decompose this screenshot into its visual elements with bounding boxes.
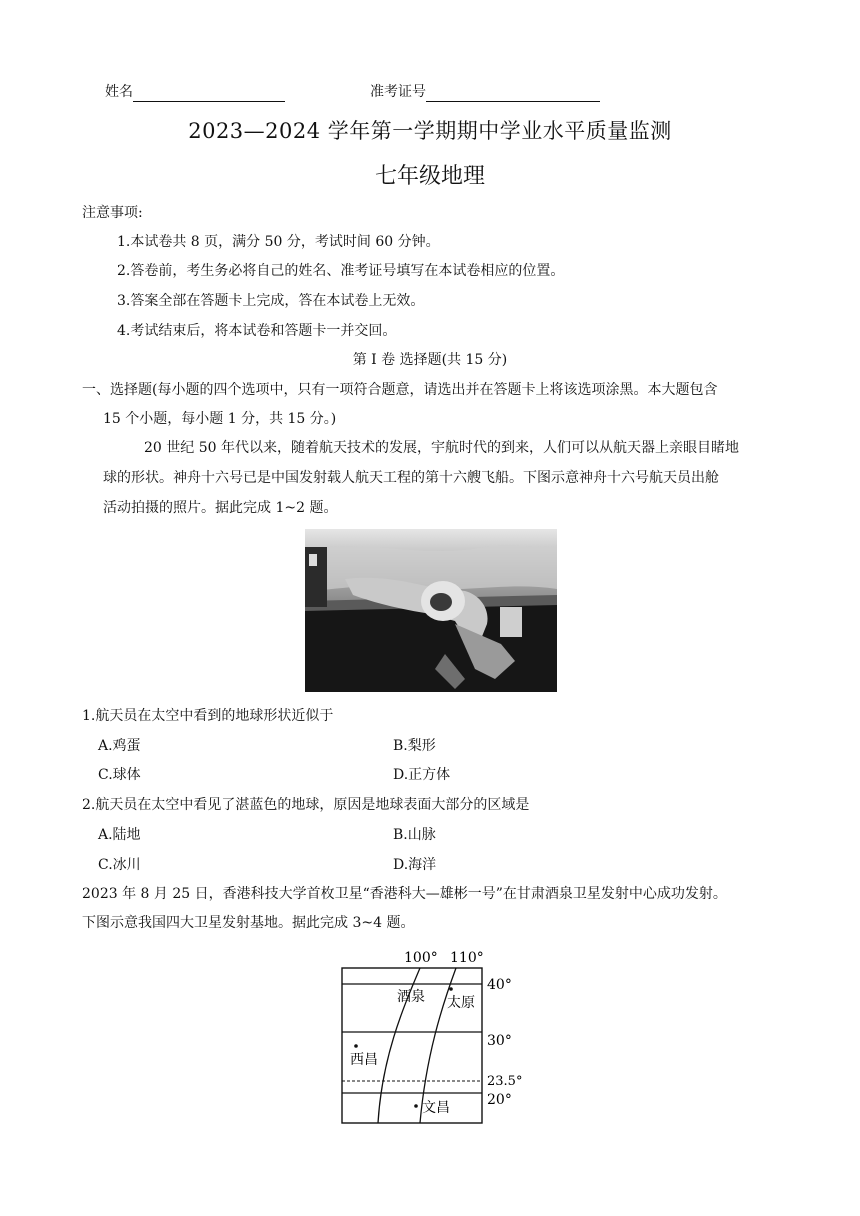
question-2-option-d[interactable]: D.海洋 [393,857,437,873]
section-instruction-cont: 15 个小题，每小题 1 分，共 15 分。) [103,411,337,427]
wenchang-dot [414,1104,418,1108]
question-1-option-b[interactable]: B.梨形 [393,738,436,754]
name-field[interactable] [105,82,285,102]
taiyuan-dot [449,987,453,991]
lon-label-110: 110° [450,950,484,966]
name-blank[interactable] [133,85,285,102]
question-2-option-b[interactable]: B.山脉 [393,827,436,843]
lon-label-100: 100° [404,950,438,966]
note-item: 3.答案全部在答题卡上完成，答在本试卷上无效。 [117,293,425,309]
astronaut-photo-graphic [305,529,557,692]
name-label: 姓名 [105,84,133,100]
lat-label-tropic: 23.5° [487,1074,523,1089]
passage2-line: 2023 年 8 月 25 日，香港科技大学首枚卫星“香港科大—雄彬一号”在甘肃酒泉卫星发射中心成功发射。 [82,886,727,902]
question-1-stem: 1.航天员在太空中看到的地球形状近似于 [82,708,334,724]
launch-sites-map [334,946,534,1131]
page-subtitle: 七年级地理 [374,164,485,189]
notes-heading: 注意事项: [82,205,143,221]
note-item: 4.考试结束后，将本试卷和答题卡一并交回。 [117,323,397,339]
page-title: 2023—2024 学年第一学期期中学业水平质量监测 [188,119,672,143]
question-1-option-d[interactable]: D.正方体 [393,767,451,783]
exam-id-field[interactable] [370,82,600,102]
section-title: 第 I 卷 选择题(共 15 分) [352,352,508,368]
xichang-dot [354,1044,358,1048]
lat-label-20: 20° [487,1092,512,1108]
section-instruction: 一、选择题(每小题的四个选项中，只有一项符合题意，请选出并在答题卡上将该选项涂黑。本大题包含 [82,382,718,398]
question-1-option-c[interactable]: C.球体 [98,767,141,783]
passage2-line: 下图示意我国四大卫星发射基地。据此完成 3~4 题。 [82,915,415,931]
launch-sites-map-graphic [334,946,534,1131]
question-1-option-a[interactable]: A.鸡蛋 [98,738,141,754]
site-label-taiyuan: 太原 [447,995,475,1011]
lat-label-40: 40° [487,977,512,993]
astronaut-photo [305,529,557,692]
site-label-wenchang: 文昌 [422,1100,450,1116]
lat-label-30: 30° [487,1033,512,1049]
question-2-option-a[interactable]: A.陆地 [98,827,141,843]
exam-id-blank[interactable] [426,85,600,102]
note-item: 1.本试卷共 8 页，满分 50 分，考试时间 60 分钟。 [117,234,440,250]
exam-id-label: 准考证号 [370,84,426,100]
site-label-jiuquan: 酒泉 [397,989,425,1005]
question-2-stem: 2.航天员在太空中看见了湛蓝色的地球，原因是地球表面大部分的区域是 [82,797,530,813]
question-2-option-c[interactable]: C.冰川 [98,857,141,873]
passage1-line: 球的形状。神舟十六号已是中国发射载人航天工程的第十六艘飞船。下图示意神舟十六号航天员出舱 [103,470,719,486]
passage1-line: 20 世纪 50 年代以来，随着航天技术的发展，宇航时代的到来，人们可以从航天器上亲眼目睹地 [144,440,739,456]
site-label-xichang: 西昌 [350,1052,378,1068]
note-item: 2.答卷前，考生务必将自己的姓名、准考证号填写在本试卷相应的位置。 [117,263,565,279]
passage1-line: 活动拍摄的照片。据此完成 1~2 题。 [103,500,338,516]
